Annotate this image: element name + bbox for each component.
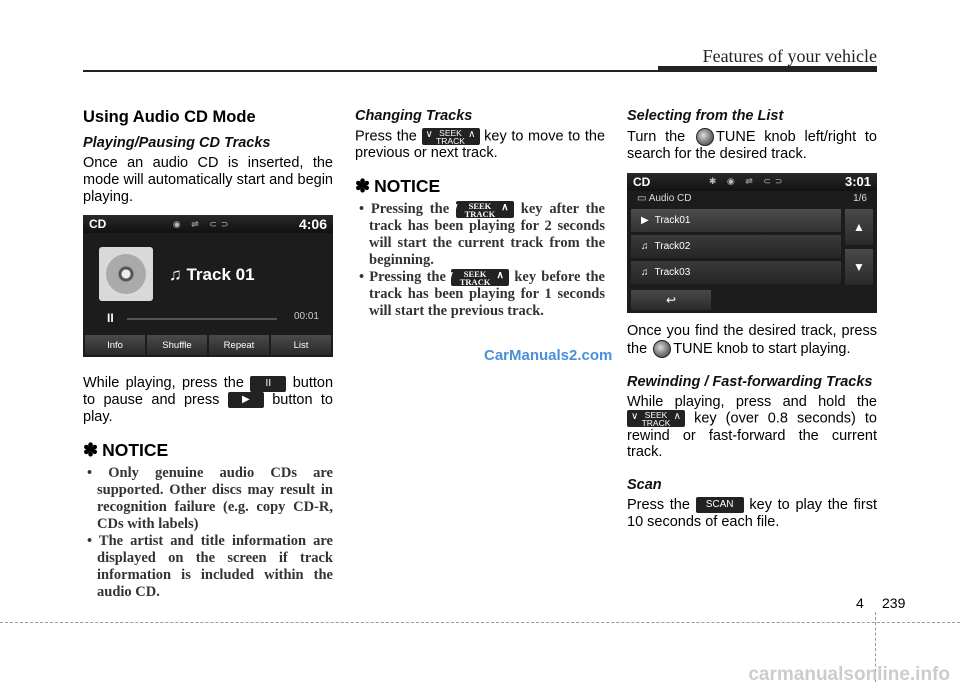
subheading-playing-pausing: Playing/Pausing CD Tracks <box>83 135 271 151</box>
clock: 4:06 <box>298 216 327 233</box>
track-row[interactable] <box>631 261 841 284</box>
folder-label <box>637 193 692 204</box>
paragraph <box>627 497 877 531</box>
track-row[interactable] <box>631 209 841 232</box>
progress-bar <box>127 318 277 320</box>
scroll-buttons <box>845 209 873 289</box>
text-span: Press the <box>627 497 690 514</box>
paragraph-pause-play <box>83 375 333 425</box>
paragraph <box>627 394 877 462</box>
status-bar <box>83 215 333 233</box>
notice-item <box>355 269 605 320</box>
disc-icon <box>106 254 146 294</box>
notice-heading <box>83 440 333 461</box>
folder-bar <box>627 191 877 207</box>
status-bar <box>627 173 877 191</box>
subheading-scan: Scan <box>627 477 662 494</box>
paragraph <box>627 323 877 358</box>
notice-item <box>355 201 605 269</box>
text-span: • Pressing the <box>359 200 450 217</box>
paragraph: Once an audio CD is inserted, the mode will automatically start and begin playing. <box>83 155 333 205</box>
back-arrow-icon: ↩ <box>665 292 677 307</box>
notice-item: • Only genuine audio CDs are supported. Other discs may result in recognition failure (e.g. copy CD-R, CDs with labels) <box>87 464 333 532</box>
column-1 <box>83 108 333 601</box>
notice-list <box>355 201 605 320</box>
subheading-changing-tracks: Changing Tracks <box>355 108 473 124</box>
site-watermark: carmanualsonline.info <box>748 664 950 685</box>
notice-list <box>83 465 333 601</box>
pause-button-icon: II <box>250 376 286 392</box>
text-span: TUNE knob left/right to search for the desired track. <box>627 128 877 162</box>
track-title <box>169 265 255 285</box>
text-span: key before the track has been playing for 1 seconds will start the previous track. <box>369 269 605 320</box>
paragraph <box>627 128 877 163</box>
text-span: • Pressing the <box>359 269 446 286</box>
pause-icon: II <box>107 311 114 326</box>
column-3 <box>627 108 877 531</box>
mode-label: CD <box>89 217 107 232</box>
notice-star-icon: ✽ <box>83 439 99 460</box>
chapter-number: 4 <box>856 595 864 611</box>
cd-playing-screen <box>83 215 333 357</box>
notice-heading <box>355 176 605 197</box>
folder-icon: ▭ <box>637 193 649 205</box>
scroll-down-button[interactable]: ▼ <box>845 249 873 285</box>
text-span: TUNE knob to start playing. <box>673 340 851 357</box>
page-number: 239 <box>882 595 906 611</box>
play-button-icon: ▶ <box>228 392 264 408</box>
section-heading: Using Audio CD Mode <box>83 108 256 126</box>
text-span: key after the track has been playing for 2 seconds will start the current track from the beginning. <box>369 200 605 269</box>
track-name: Track02 <box>654 240 691 252</box>
notice-star-icon: ✽ <box>355 175 371 196</box>
tune-knob-icon <box>653 340 671 358</box>
clock: 3:01 <box>844 174 871 190</box>
running-header: Features of your vehicle <box>702 46 877 66</box>
seek-track-key-icon: ∨ SEEK TRACK ∧ <box>627 410 685 427</box>
track-name: Track01 <box>654 214 691 226</box>
music-note-icon: ♫ <box>641 240 649 252</box>
header-rule <box>83 70 658 72</box>
screen-buttons <box>83 335 333 357</box>
seek-track-key-icon: ∨ SEEK TRACK ∧ <box>451 269 509 286</box>
subheading-selecting-list: Selecting from the List <box>627 108 784 124</box>
track-title-text: Track 01 <box>186 265 255 285</box>
text-span: key (over 0.8 seconds) to rewind or fast-forward the current track. <box>627 410 877 461</box>
text-span: key to play the first 10 seconds of each file. <box>627 497 878 530</box>
text-span: button to play. <box>83 392 333 425</box>
music-note-icon: ♫ <box>641 266 649 278</box>
list-button[interactable]: List <box>271 335 331 355</box>
track-name: Track03 <box>654 266 691 278</box>
watermark: CarManuals2.com <box>484 347 613 364</box>
notice-item: • The artist and title information are displayed on the screen if track information is included within the audio CD. <box>87 532 333 600</box>
text-span: button to pause and press <box>83 375 334 409</box>
column-2 <box>355 108 605 320</box>
cd-list-screen <box>627 173 877 313</box>
album-art <box>99 247 153 301</box>
text-span: While playing, press and hold the <box>627 393 877 410</box>
page-indicator: 1/6 <box>853 193 867 205</box>
folder-name: Audio CD <box>648 193 692 205</box>
text-span: Once you find the desired track, press the <box>627 322 877 357</box>
subheading-rewind-ff: Rewinding / Fast-forwarding Tracks <box>627 373 873 390</box>
elapsed-time: 00:01 <box>293 311 319 323</box>
text-span: Press the <box>355 128 417 145</box>
text-span: Turn the <box>627 128 686 145</box>
back-button[interactable] <box>631 290 711 310</box>
status-icons: ✱ ◉ ⇌ ⊂⊃ <box>708 176 787 187</box>
shuffle-button[interactable]: Shuffle <box>147 335 207 355</box>
repeat-button[interactable]: Repeat <box>209 335 269 355</box>
mode-label: CD <box>633 174 651 189</box>
text-span: key to move to the previous or next track. <box>355 128 606 162</box>
tune-knob-icon <box>696 128 714 146</box>
music-note-icon: ♫ <box>169 265 187 285</box>
info-button[interactable]: Info <box>85 335 145 355</box>
track-row[interactable] <box>631 235 841 258</box>
notice-heading-text: NOTICE <box>374 175 441 196</box>
track-list <box>631 209 841 287</box>
text-span: While playing, press the <box>83 375 244 392</box>
seek-track-key-icon: ∨ SEEK TRACK ∧ <box>456 201 514 218</box>
footer-rule <box>0 622 960 623</box>
header-rule-accent <box>658 66 877 72</box>
paragraph <box>355 128 605 162</box>
scroll-up-button[interactable]: ▲ <box>845 209 873 245</box>
scan-key-icon: SCAN <box>696 497 744 513</box>
status-icons: ◉ ⇌ ⊂⊃ <box>172 218 233 229</box>
play-circle-icon: ▶ <box>641 214 649 226</box>
notice-heading-text: NOTICE <box>102 439 169 460</box>
seek-track-key-icon: ∨ SEEK TRACK ∧ <box>422 128 480 145</box>
